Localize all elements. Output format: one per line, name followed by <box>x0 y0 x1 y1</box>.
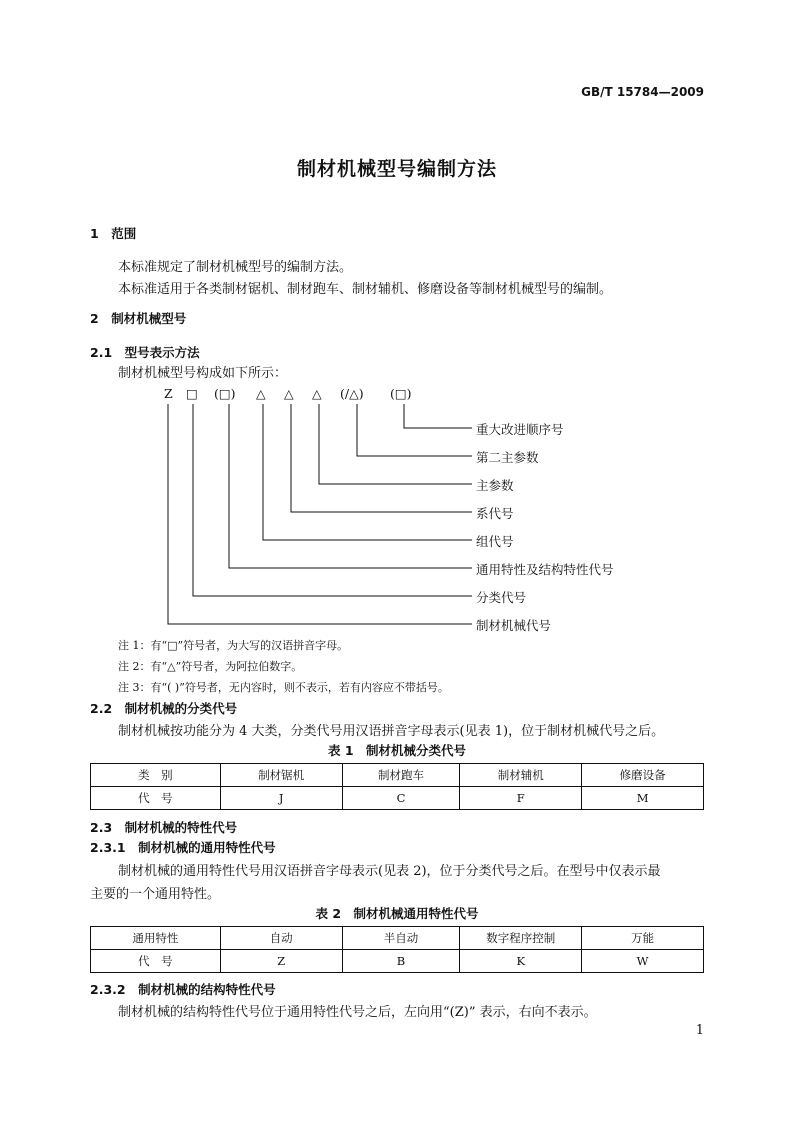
table-2 <box>90 926 704 973</box>
seq-paren-square-2: (□) <box>390 386 412 401</box>
table-1-header-cell: 制材辅机 <box>460 764 582 787</box>
table-2-header-cell: 半自动 <box>342 927 460 950</box>
leader-line-machine <box>168 404 472 624</box>
table-1-header-cell: 制材锯机 <box>220 764 342 787</box>
table-2-cell: W <box>582 950 704 973</box>
table-1-cell: F <box>460 787 582 810</box>
leader-line-feature <box>229 404 472 568</box>
section-2-heading: 2 制材机械型号 <box>90 311 187 326</box>
label-machine-code: 制材机械代号 <box>476 618 552 633</box>
leader-line-category <box>193 404 472 596</box>
table-1-header-cell: 制材跑车 <box>342 764 460 787</box>
section-2-3-1-para-line-2: 主要的一个通用特性。 <box>90 887 221 902</box>
seq-slash-triangle: (/△) <box>340 386 364 401</box>
label-second-parameter: 第二主参数 <box>476 450 539 465</box>
table-2-cell: 代 号 <box>91 950 221 973</box>
leader-line-main-param <box>319 404 472 484</box>
table-2-cell: Z <box>220 950 342 973</box>
table-row <box>91 950 704 973</box>
label-group-code: 组代号 <box>476 534 514 549</box>
section-2-3-heading: 2.3 制材机械的特性代号 <box>90 820 238 835</box>
table-1-header-cell: 修磨设备 <box>582 764 704 787</box>
section-2-2-heading: 2.2 制材机械的分类代号 <box>90 701 238 716</box>
section-2-3-2-para: 制材机械的结构特性代号位于通用特性代号之后，左向用“(Z)” 表示，右向不表示。 <box>118 1005 597 1020</box>
seq-triangle-2: △ <box>284 386 294 401</box>
table-2-cell: B <box>342 950 460 973</box>
section-1-para-2: 本标准适用于各类制材锯机、制材跑车、制材辅机、修磨设备等制材机械型号的编制。 <box>118 282 613 297</box>
label-feature-code: 通用特性及结构特性代号 <box>476 562 614 577</box>
table-1-cell: M <box>582 787 704 810</box>
standard-number: GB/T 15784—2009 <box>581 85 704 99</box>
table-row <box>91 927 704 950</box>
seq-triangle-3: △ <box>312 386 322 401</box>
page-number: 1 <box>695 1023 704 1038</box>
table-1 <box>90 763 704 810</box>
note-1: 注 1：有“□”符号者，为大写的汉语拼音字母。 <box>118 639 349 652</box>
table-2-header-cell: 通用特性 <box>91 927 221 950</box>
table-1-header-cell: 类 别 <box>91 764 221 787</box>
seq-triangle-1: △ <box>256 386 266 401</box>
section-2-1-intro: 制材机械型号构成如下所示： <box>118 366 288 381</box>
table-1-cell: 代 号 <box>91 787 221 810</box>
label-category-code: 分类代号 <box>476 590 527 605</box>
section-1-para-1: 本标准规定了制材机械型号的编制方法。 <box>118 260 353 275</box>
table-1-cell: C <box>342 787 460 810</box>
seq-paren-square: (□) <box>214 386 236 401</box>
table-2-header-cell: 自动 <box>220 927 342 950</box>
section-2-2-para: 制材机械按功能分为 4 大类，分类代号用汉语拼音字母表示(见表 1)，位于制材机械代号之后。 <box>118 724 665 739</box>
section-2-3-2-heading: 2.3.2 制材机械的结构特性代号 <box>90 982 276 997</box>
note-2: 注 2：有“△”符号者，为阿拉伯数字。 <box>118 660 303 673</box>
table-1-cell: J <box>220 787 342 810</box>
label-revision-number: 重大改进顺序号 <box>476 422 564 437</box>
section-2-3-1-heading: 2.3.1 制材机械的通用特性代号 <box>90 840 276 855</box>
table-row <box>91 764 704 787</box>
table-2-header-cell: 数字程序控制 <box>460 927 582 950</box>
seq-square: □ <box>186 386 198 401</box>
leader-line-revision <box>404 404 472 428</box>
table-2-header-cell: 万能 <box>582 927 704 950</box>
leader-line-second-param <box>357 404 472 456</box>
table-row <box>91 787 704 810</box>
section-1-heading: 1 范围 <box>90 226 137 241</box>
label-main-parameter: 主参数 <box>476 478 514 493</box>
table-2-cell: K <box>460 950 582 973</box>
seq-z: Z <box>164 386 173 401</box>
label-series-code: 系代号 <box>476 506 514 521</box>
leader-line-series <box>291 404 472 512</box>
table-2-caption: 表 2 制材机械通用特性代号 <box>315 906 479 921</box>
section-2-3-1-para-line-1: 制材机械的通用特性代号用汉语拼音字母表示(见表 2)，位于分类代号之后。在型号中仅表示最 <box>118 864 661 879</box>
leader-line-group <box>263 404 472 540</box>
table-1-caption: 表 1 制材机械分类代号 <box>327 743 467 758</box>
section-2-1-heading: 2.1 型号表示方法 <box>90 345 200 360</box>
note-3: 注 3：有“( )”符号者，无内容时，则不表示，若有内容应不带括号。 <box>118 681 449 694</box>
document-title: 制材机械型号编制方法 <box>296 158 497 180</box>
